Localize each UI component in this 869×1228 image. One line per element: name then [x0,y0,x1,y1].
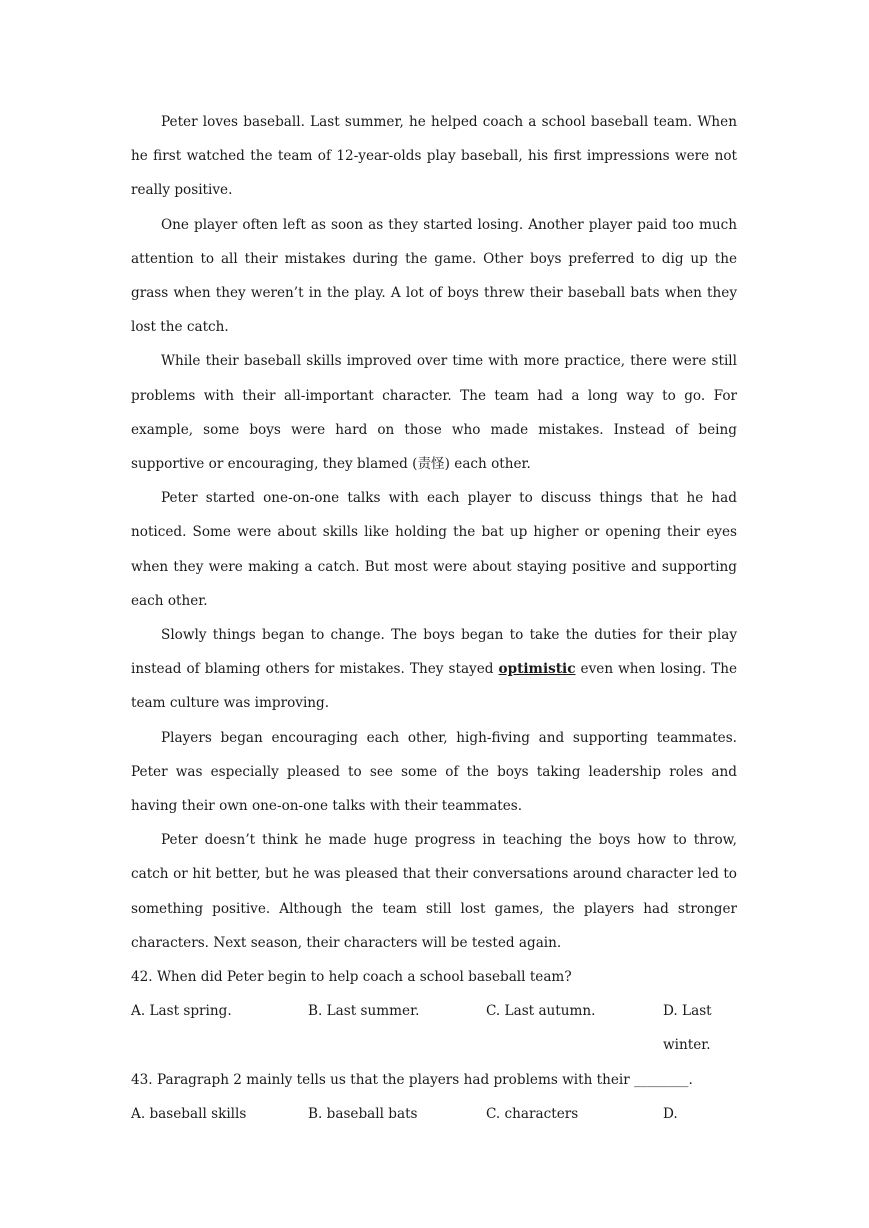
paragraph-5-after: even when losing. The team culture was improving. [131,661,737,712]
paragraph-4: Peter started one-on-one talks with each player to discuss things that he had noticed. Some were about skills like holding the bat up higher or opening their eyes when they were making a catch. But most were about staying positive and supporting each other. [131,490,737,609]
question-43-option-b: B. baseball bats [308,1105,418,1122]
question-42-stem: 42. When did Peter begin to help coach a school baseball team? [131,969,572,986]
question-42-options [131,994,737,1062]
question-42-option-a: A. Last spring. [131,1003,232,1020]
underlined-word: optimistic [498,661,576,678]
paragraph-6: Players began encouraging each other, high-fiving and supporting teammates. Peter was especially pleased to see some of the boys taking leadership roles and having their own one-on-one talks with their teammates. [131,729,737,815]
paragraph-3: While their baseball skills improved over time with more practice, there were still problems with their all-important character. The team had a long way to go. For example, some boys were hard on those who made mistakes. Instead of being supportive or encouraging, they blamed (责怪) each other. [131,353,737,473]
question-42-option-c: C. Last autumn. [486,1003,596,1020]
paragraph-7: Peter doesn’t think he made huge progress in teaching the boys how to throw, catch or hit better, but he was pleased that their conversations around character led to something positive. Although the team still lost games, the players had stronger characters. Next season, their characters will be tested again. [131,832,737,951]
question-43-option-a: A. baseball skills [131,1105,247,1122]
question-43-option-c: C. characters [486,1105,579,1122]
paragraph-5-before: Slowly things began to change. The boys began to take the duties for their play instead of blaming others for mistakes. They stayed [131,627,737,678]
question-42-option-b: B. Last summer. [308,1003,420,1020]
question-43-stem: 43. Paragraph 2 mainly tells us that the players had problems with their ________. [131,1071,693,1088]
paragraph-5 [131,618,737,721]
paragraph-2: One player often left as soon as they started losing. Another player paid too much attention to all their mistakes during the game. Other boys preferred to dig up the grass when they weren’t in the play. A lot of boys threw their baseball bats when they lost the catch. [131,216,737,336]
paragraph-1: Peter loves baseball. Last summer, he helped coach a school baseball team. When he first watched the team of 12-year-olds play baseball, his first impressions were not really positive. [131,114,737,199]
document-page [131,105,737,1131]
question-43-options [131,1097,737,1131]
question-43-option-d: D. [663,1105,678,1122]
question-42-option-d: D. Last winter. [663,1003,712,1054]
